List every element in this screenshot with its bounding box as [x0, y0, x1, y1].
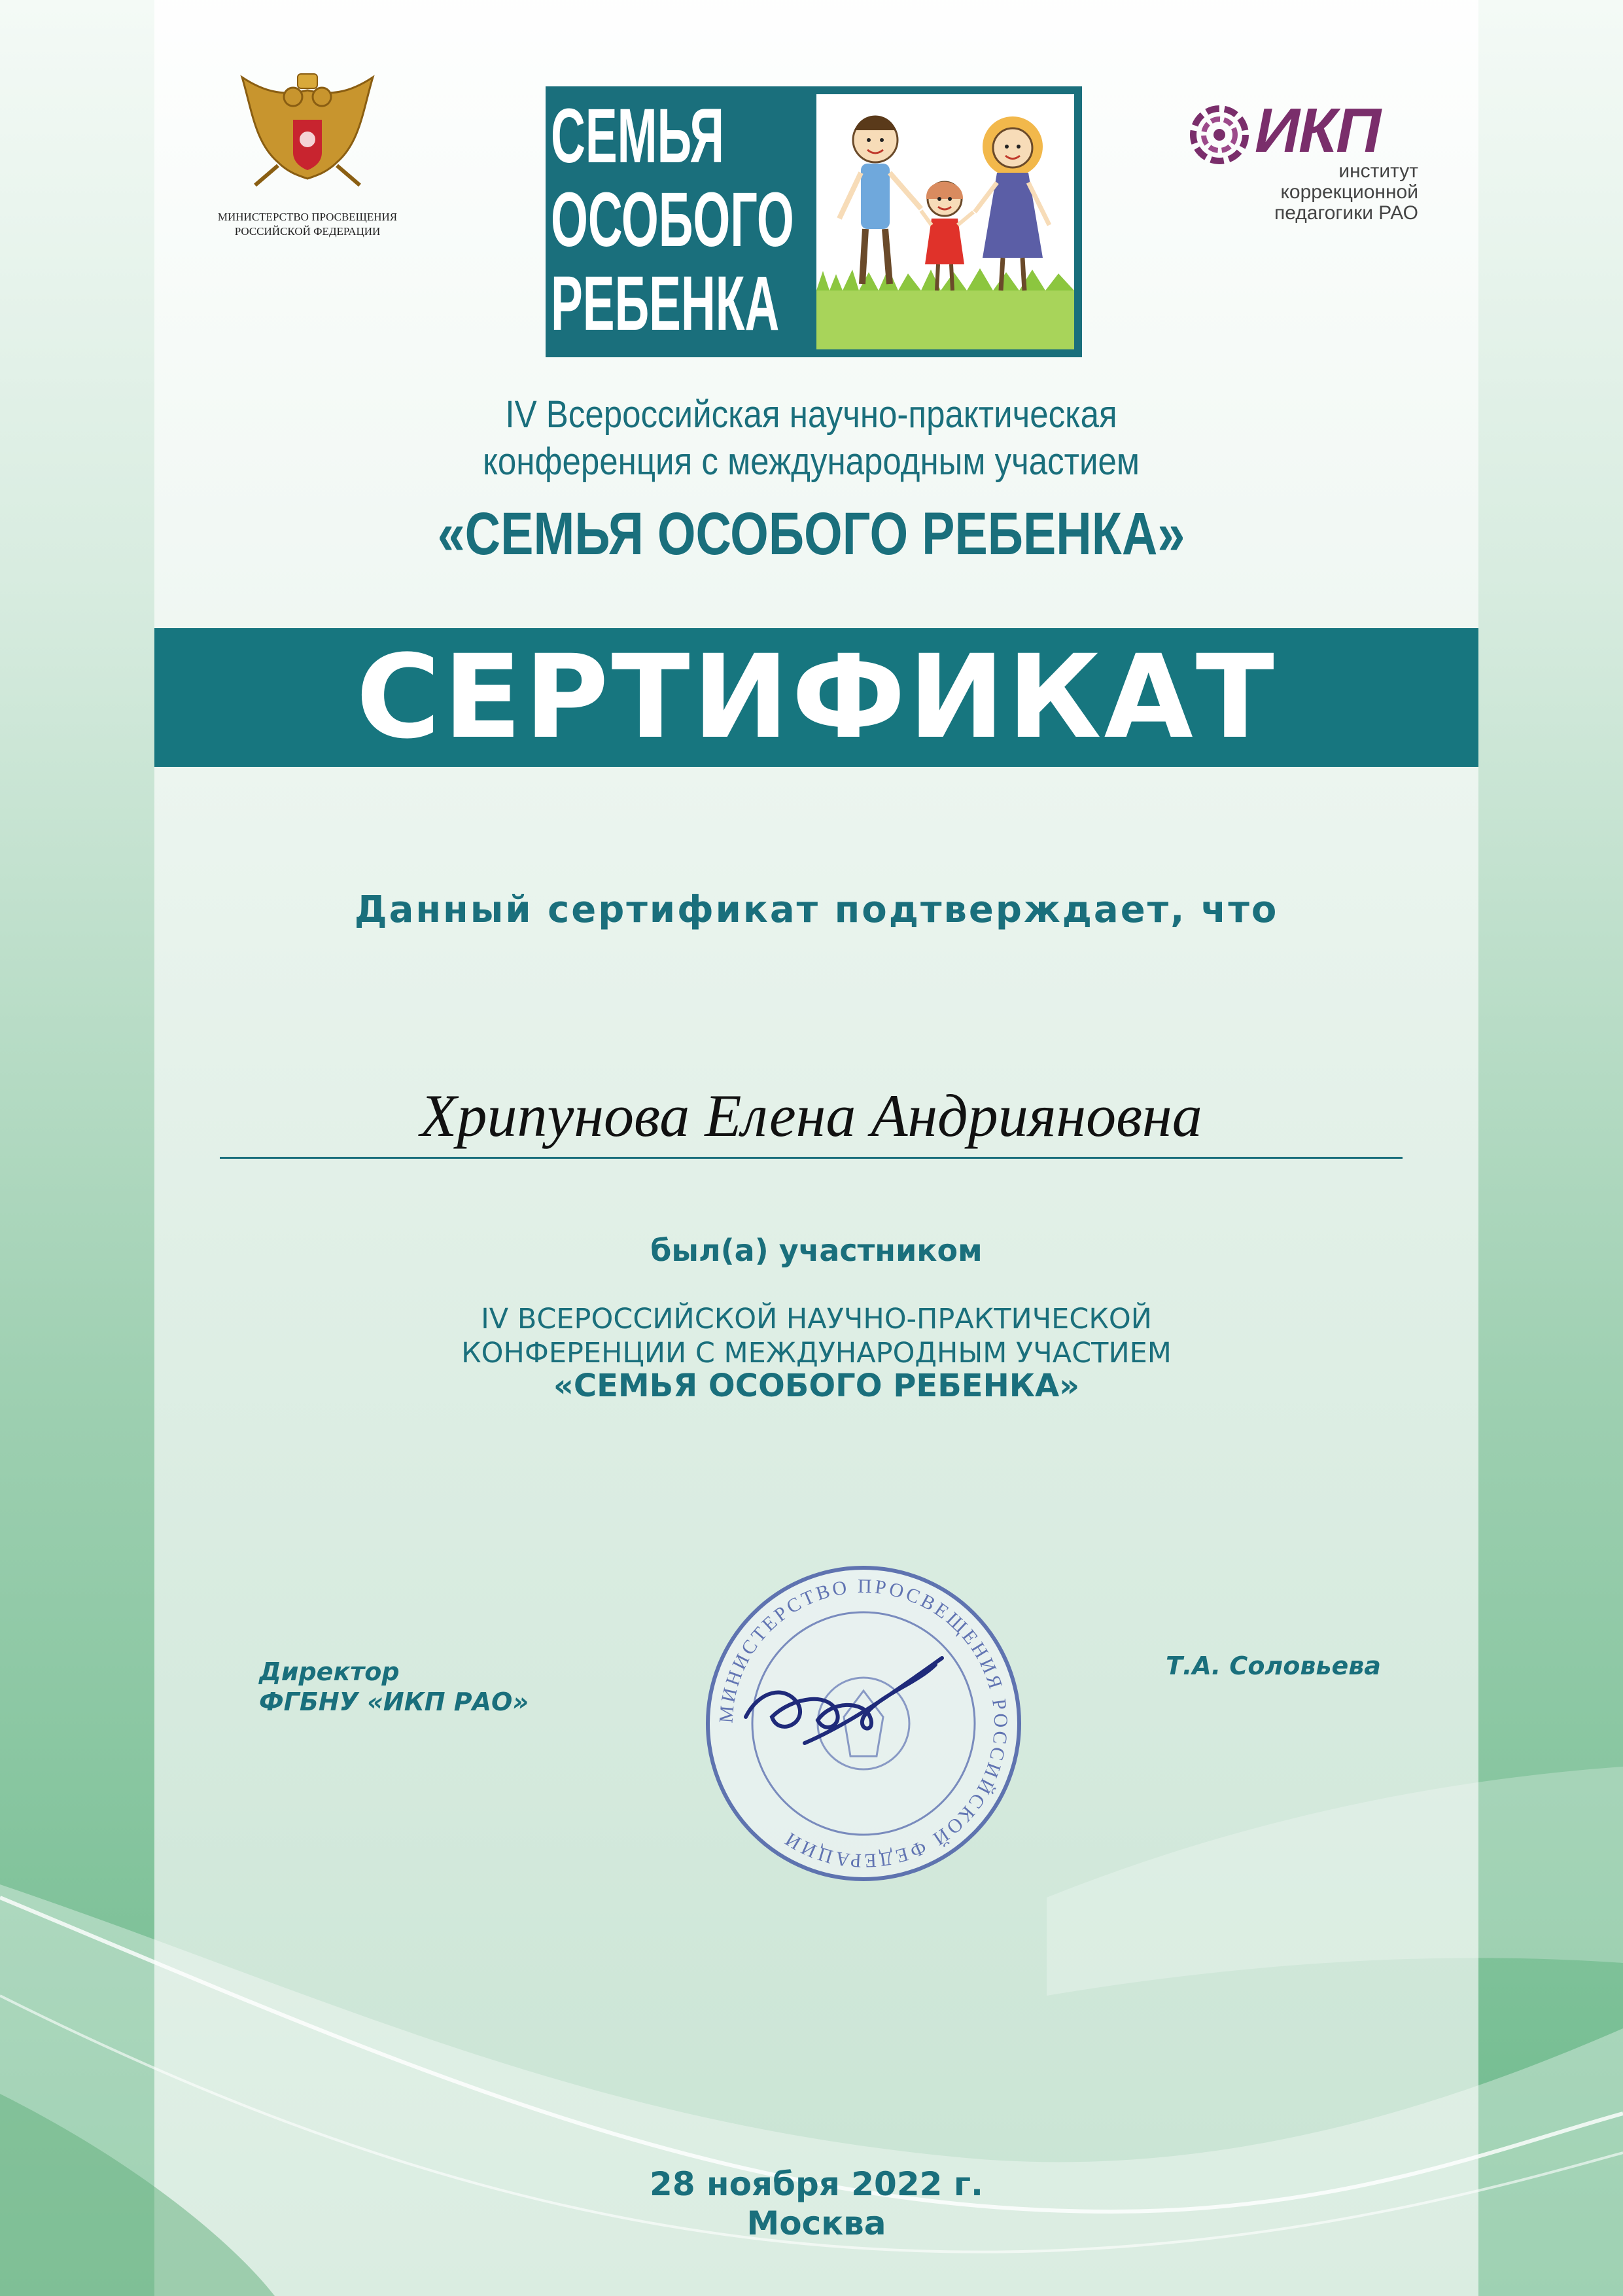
logo-line-3: РЕБЕНКА	[551, 260, 780, 347]
logo-text	[551, 93, 794, 347]
family-drawing	[816, 94, 1074, 349]
ikp-caption	[1261, 161, 1418, 224]
ikp-caption-line-1: институт	[1338, 160, 1418, 182]
logo-line-2: ОСОБОГО	[551, 177, 794, 263]
certificate-date: 28 ноября 2022 г.	[650, 2165, 983, 2203]
double-headed-eagle-icon	[216, 71, 399, 202]
logo-line-1: СЕМЬЯ	[551, 93, 724, 179]
participation-text: был(а) участником	[650, 1233, 983, 1268]
family-drawing-icon	[816, 94, 1074, 349]
director-title-line-2: ФГБНУ «ИКП РАО»	[259, 1687, 529, 1716]
conference-intro-line-2: конференция с международным участием	[483, 440, 1140, 483]
conference-upper-title: «СЕМЬЯ ОСОБОГО РЕБЕНКА»	[553, 1368, 1080, 1404]
conference-intro	[402, 391, 1220, 486]
footer	[154, 2164, 1478, 2243]
conference-intro-line-1: IV Всероссийская научно-практическая	[505, 393, 1117, 436]
conference-logo	[546, 86, 1082, 357]
director-name: Т.А. Соловьева	[1166, 1651, 1381, 1680]
director-title-line-1: Директор	[259, 1657, 400, 1686]
stamp-text: МИНИСТЕРСТВО ПРОСВЕЩЕНИЯ РОССИЙСКОЙ ФЕДЕРАЦИИ	[715, 1575, 1012, 1872]
conference-upper-line-2: КОНФЕРЕНЦИИ С МЕЖДУНАРОДНЫМ УЧАСТИЕМ	[461, 1337, 1172, 1369]
recipient-name: Хрипунова Елена Андрияновна	[420, 1082, 1202, 1149]
ministry-logo	[216, 71, 399, 238]
ikp-brand: ИКП	[1255, 96, 1380, 166]
certificate-heading: СЕРТИФИКАТ	[356, 630, 1277, 764]
certificate-city: Москва	[746, 2204, 886, 2242]
conference-upper	[154, 1302, 1478, 1370]
ikp-caption-line-3: педагогики РАО	[1274, 202, 1418, 224]
conference-title: «СЕМЬЯ ОСОБОГО РЕБЕНКА»	[437, 501, 1185, 567]
ikp-caption-line-2: коррекционной	[1280, 181, 1418, 203]
confirm-text: Данный сертификат подтверждает, что	[354, 889, 1279, 931]
spiral-icon	[1188, 103, 1251, 166]
official-stamp	[700, 1560, 1027, 1887]
conference-upper-line-1: IV ВСЕРОССИЙСКОЙ НАУЧНО-ПРАКТИЧЕСКОЙ	[481, 1303, 1152, 1335]
name-underline	[220, 1157, 1403, 1159]
ministry-caption: МИНИСТЕРСТВО ПРОСВЕЩЕНИЯ РОССИЙСКОЙ ФЕДЕРАЦИИ	[217, 211, 398, 238]
director-title	[259, 1657, 529, 1717]
ikp-logo	[1188, 98, 1423, 229]
